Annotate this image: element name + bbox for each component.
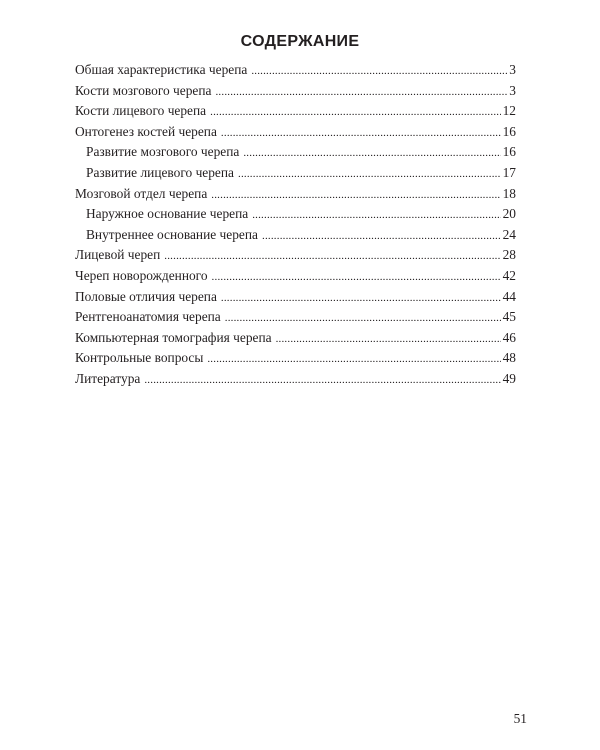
toc-entry-title: Лицевой череп [75, 247, 161, 263]
toc-entry[interactable] [75, 369, 516, 390]
toc-entry-title: Мозговой отдел черепа [75, 185, 208, 201]
toc-entry-page: 12 [502, 103, 516, 119]
toc-entry-title: Обшая характеристика черепа [75, 62, 248, 77]
toc-entry-page: 20 [502, 206, 516, 222]
toc-entry-page: 24 [502, 226, 516, 242]
toc-entry[interactable] [75, 328, 516, 349]
toc-entry-title: Череп новорожденного [75, 267, 208, 283]
toc-subentry[interactable] [75, 225, 516, 246]
toc-entry-title: Контрольные вопросы [75, 350, 204, 366]
toc-entry[interactable] [75, 245, 516, 266]
dot-leader [210, 102, 500, 123]
toc-entry-title: Литература [75, 370, 141, 386]
toc-entry-title: Наружное основание черепа [86, 206, 249, 222]
toc-entry[interactable] [75, 287, 516, 308]
toc-entry-page: 16 [502, 144, 516, 160]
toc-entry-page: 42 [502, 267, 516, 283]
table-of-contents [75, 60, 516, 390]
toc-entry-page: 28 [502, 247, 516, 263]
toc-entry-page: 44 [502, 288, 516, 304]
toc-entry-title: Компьютерная томография черепа [75, 329, 272, 345]
page-number: 51 [513, 711, 527, 726]
toc-entry-page: 3 [509, 62, 516, 77]
dot-leader [212, 267, 501, 288]
dot-leader [164, 246, 500, 267]
toc-entry-title: Рентгеноанатомия черепа [75, 309, 221, 325]
toc-entry[interactable] [75, 307, 516, 328]
dot-leader [211, 185, 500, 206]
toc-entry-page: 49 [502, 370, 516, 386]
dot-leader [225, 308, 501, 329]
toc-entry-title: Кости лицевого черепа [75, 103, 207, 119]
toc-entry-page: 48 [502, 350, 516, 366]
dot-leader [243, 143, 500, 164]
toc-entry-page: 46 [502, 329, 516, 345]
dot-leader [238, 164, 501, 185]
toc-entry-title: Развитие мозгового черепа [86, 144, 240, 160]
dot-leader [262, 226, 501, 247]
toc-entry-page: 3 [509, 82, 516, 98]
toc-entry-page: 17 [502, 164, 516, 180]
toc-entry-title: Развитие лицевого черепа [86, 164, 234, 180]
dot-leader [252, 205, 500, 226]
dot-leader [215, 82, 507, 103]
toc-entry[interactable] [75, 60, 516, 81]
dot-leader [221, 288, 501, 309]
page-title: СОДЕРЖАНИЕ [240, 33, 360, 50]
toc-entry-title: Половые отличия черепа [75, 288, 217, 304]
dot-leader [251, 61, 507, 82]
dot-leader [144, 370, 500, 391]
dot-leader [207, 349, 500, 370]
toc-entry[interactable] [75, 81, 516, 102]
toc-entry-page: 45 [502, 309, 516, 325]
toc-entry[interactable] [75, 101, 516, 122]
toc-entry-page: 18 [502, 185, 516, 201]
dot-leader [221, 123, 501, 144]
toc-subentry[interactable] [75, 204, 516, 225]
toc-subentry[interactable] [75, 142, 516, 163]
toc-entry-title: Онтогенез костей черепа [75, 123, 217, 139]
toc-entry-title: Кости мозгового черепа [75, 82, 212, 98]
toc-entry-page: 16 [502, 123, 516, 139]
toc-entry-title: Внутреннее основание черепа [86, 226, 258, 242]
toc-entry[interactable] [75, 184, 516, 205]
dot-leader [276, 329, 501, 350]
toc-subentry[interactable] [75, 163, 516, 184]
toc-entry[interactable] [75, 266, 516, 287]
toc-entry[interactable] [75, 348, 516, 369]
toc-entry[interactable] [75, 122, 516, 143]
